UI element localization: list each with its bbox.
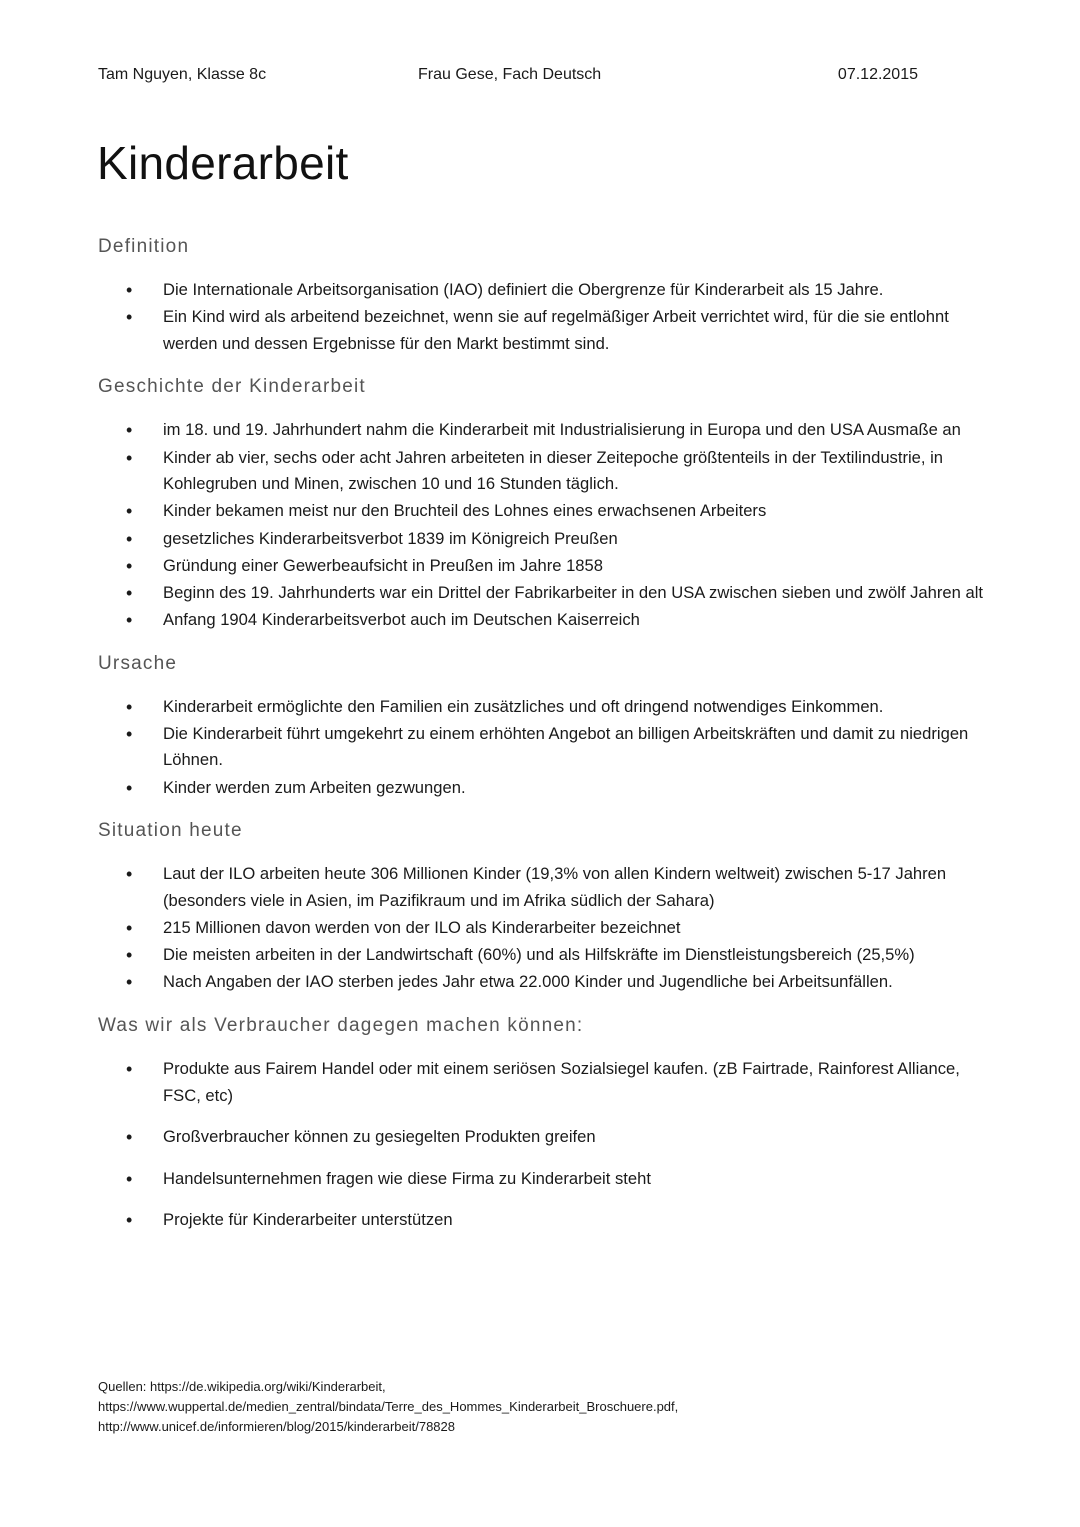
section-heading: Situation heute xyxy=(98,820,243,842)
list-item: • Großverbraucher können zu gesiegelten Produkten greifen xyxy=(98,1124,988,1151)
list-item: • im 18. und 19. Jahrhundert nahm die Kinderarbeit mit Industrialisierung in Europa und den USA Ausmaße an xyxy=(98,417,988,444)
list-item: • Kinderarbeit ermöglichte den Familien ein zusätzliches und oft dringend notwendiges Einkommen. xyxy=(98,694,988,721)
sources-footnote xyxy=(98,1377,978,1437)
section-situation-heute xyxy=(98,818,988,996)
list-item: • Projekte für Kinderarbeiter unterstützen xyxy=(98,1207,988,1234)
list-item: • Die Kinderarbeit führt umgekehrt zu einem erhöhten Angebot an billigen Arbeitskräften und damit zu niedrigen Löhnen. xyxy=(98,721,988,774)
bullet-list xyxy=(98,417,988,633)
list-item: • Gründung einer Gewerbeaufsicht in Preußen im Jahre 1858 xyxy=(98,553,988,580)
list-item: • Nach Angaben der IAO sterben jedes Jahr etwa 22.000 Kinder und Jugendliche bei Arbeitsunfällen. xyxy=(98,969,988,996)
list-item: • Ein Kind wird als arbeitend bezeichnet, wenn sie auf regelmäßiger Arbeit verrichtet wird, für die sie entlohnt werden und dessen Ergebnisse für den Markt bestimmt sind. xyxy=(98,304,988,357)
list-item: • Kinder bekamen meist nur den Bruchteil des Lohnes eines erwachsenen Arbeiters xyxy=(98,498,988,525)
bullet-list xyxy=(98,1056,988,1234)
source-line: http://www.unicef.de/informieren/blog/2015/kinderarbeit/78828 xyxy=(98,1419,455,1434)
header-teacher-subject: Frau Gese, Fach Deutsch xyxy=(418,66,602,83)
list-item: • 215 Millionen davon werden von der ILO als Kinderarbeiter bezeichnet xyxy=(98,915,988,942)
page-header xyxy=(98,66,918,88)
list-item: • Handelsunternehmen fragen wie diese Firma zu Kinderarbeit steht xyxy=(98,1166,988,1193)
section-heading: Geschichte der Kinderarbeit xyxy=(98,376,366,398)
section-geschichte xyxy=(98,374,988,633)
list-item: • Kinder ab vier, sechs oder acht Jahren arbeiteten in dieser Zeitepoche größtenteils in der Textilindustrie, in Kohlegruben und Minen, zwischen 10 und 16 Stunden täglich. xyxy=(98,445,988,498)
section-ursache xyxy=(98,651,988,802)
section-verbraucher xyxy=(98,1013,988,1234)
list-item: • Die meisten arbeiten in der Landwirtschaft (60%) und als Hilfskräfte im Dienstleistungsbereich (25,5%) xyxy=(98,942,988,969)
bullet-list xyxy=(98,861,988,996)
list-item: • gesetzliches Kinderarbeitsverbot 1839 im Königreich Preußen xyxy=(98,526,988,553)
document-title: Kinderarbeit xyxy=(97,137,349,189)
bullet-list xyxy=(98,277,988,357)
bullet-list xyxy=(98,694,988,802)
source-line: Quellen: https://de.wikipedia.org/wiki/Kinderarbeit, xyxy=(98,1379,386,1394)
section-heading: Ursache xyxy=(98,652,178,674)
list-item: • Die Internationale Arbeitsorganisation (IAO) definiert die Obergrenze für Kinderarbeit als 15 Jahre. xyxy=(98,277,988,304)
header-date: 07.12.2015 xyxy=(837,66,918,83)
list-item: • Anfang 1904 Kinderarbeitsverbot auch im Deutschen Kaiserreich xyxy=(98,607,988,634)
header-author: Tam Nguyen, Klasse 8c xyxy=(98,66,267,83)
list-item: • Produkte aus Fairem Handel oder mit einem seriösen Sozialsiegel kaufen. (zB Fairtrade, Rainforest Alliance, FSC, etc) xyxy=(98,1056,988,1109)
section-definition xyxy=(98,234,988,357)
section-heading: Was wir als Verbraucher dagegen machen können: xyxy=(98,1015,584,1036)
list-item: • Laut der ILO arbeiten heute 306 Millionen Kinder (19,3% von allen Kindern weltweit) zwischen 5-17 Jahren (besonders viele in Asien, im Pazifikraum und im Afrika südlich der Sahara) xyxy=(98,861,988,914)
source-line: https://www.wuppertal.de/medien_zentral/bindata/Terre_des_Hommes_Kinderarbeit_Broschuere.pdf, xyxy=(98,1399,679,1414)
document-body xyxy=(98,234,988,1251)
list-item: • Kinder werden zum Arbeiten gezwungen. xyxy=(98,775,988,802)
section-heading: Definition xyxy=(98,236,190,257)
list-item: • Beginn des 19. Jahrhunderts war ein Drittel der Fabrikarbeiter in den USA zwischen sieben und zwölf Jahren alt xyxy=(98,580,988,607)
